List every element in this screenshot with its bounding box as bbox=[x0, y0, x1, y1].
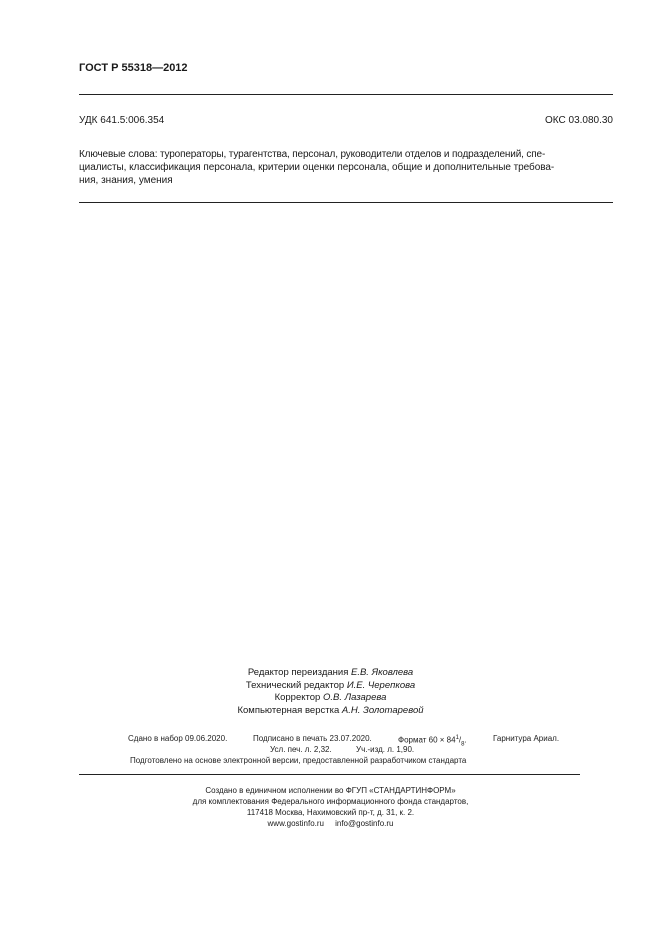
imprint-edition: Уч.-изд. л. 1,90. bbox=[356, 745, 415, 754]
keywords-line: ния, знания, умения bbox=[79, 175, 173, 186]
udk-code: УДК 641.5:006.354 bbox=[79, 115, 165, 126]
credit-person: Е.В. Яковлева bbox=[351, 667, 414, 678]
imprint-signed: Подписано в печать 23.07.2020. bbox=[253, 734, 372, 743]
credit-role: Корректор bbox=[274, 692, 321, 703]
document-code: ГОСТ Р 55318—2012 bbox=[79, 62, 188, 74]
production-line: 117418 Москва, Нахимовский пр-т, д. 31, к. 2. bbox=[246, 808, 415, 817]
production-line: Создано в единичном исполнении во ФГУП «СТАНДАРТИНФОРМ» bbox=[205, 786, 456, 795]
divider-keywords bbox=[79, 202, 613, 203]
credit-person: И.Е. Черепкова bbox=[346, 679, 416, 691]
divider-top bbox=[79, 94, 613, 95]
oks-code: ОКС 03.080.30 bbox=[545, 115, 613, 126]
keywords-block bbox=[79, 148, 613, 187]
credits-block bbox=[0, 667, 661, 717]
credit-layout bbox=[0, 705, 661, 718]
imprint-font: Гарнитура Ариал. bbox=[493, 734, 560, 743]
imprint-sheets: Усл. печ. л. 2,32. bbox=[270, 745, 332, 754]
credit-role: Технический редактор bbox=[245, 679, 345, 691]
website-link[interactable]: www.gostinfo.ru bbox=[267, 819, 324, 828]
format-denominator: 8 bbox=[461, 741, 465, 748]
imprint-sent: Сдано в набор 09.06.2020. bbox=[128, 734, 228, 743]
format-text: Формат 60 × 84 bbox=[398, 735, 456, 745]
credit-role: Редактор переиздания bbox=[247, 667, 349, 678]
format-numerator: 1 bbox=[455, 735, 459, 741]
imprint-format: Формат $60 \times 84^1/_8$. bbox=[398, 735, 467, 748]
divider-imprint bbox=[79, 774, 580, 775]
credit-editor bbox=[0, 667, 661, 680]
production-block bbox=[0, 785, 661, 829]
credit-person: О.В. Лазарева bbox=[322, 692, 387, 703]
keywords-line: Ключевые слова: туроператоры, турагентства, персонал, руководители отделов и подразделений, спе- bbox=[79, 149, 546, 160]
production-contacts bbox=[0, 818, 661, 829]
credit-tech-editor bbox=[0, 680, 661, 693]
imprint-prepared: Подготовлено на основе электронной версии, предоставленной разработчиком стандарта bbox=[130, 756, 467, 765]
credit-role: Компьютерная верстка bbox=[237, 704, 340, 716]
keywords-line: циалисты, классификация персонала, критерии оценки персонала, общие и дополнительные требова- bbox=[79, 162, 555, 173]
credit-proofreader bbox=[0, 692, 661, 705]
credit-person: А.Н. Золотаревой bbox=[341, 704, 424, 716]
production-line: для комплектования Федерального информационного фонда стандартов, bbox=[192, 797, 469, 806]
email-link[interactable]: info@gostinfo.ru bbox=[335, 819, 394, 828]
